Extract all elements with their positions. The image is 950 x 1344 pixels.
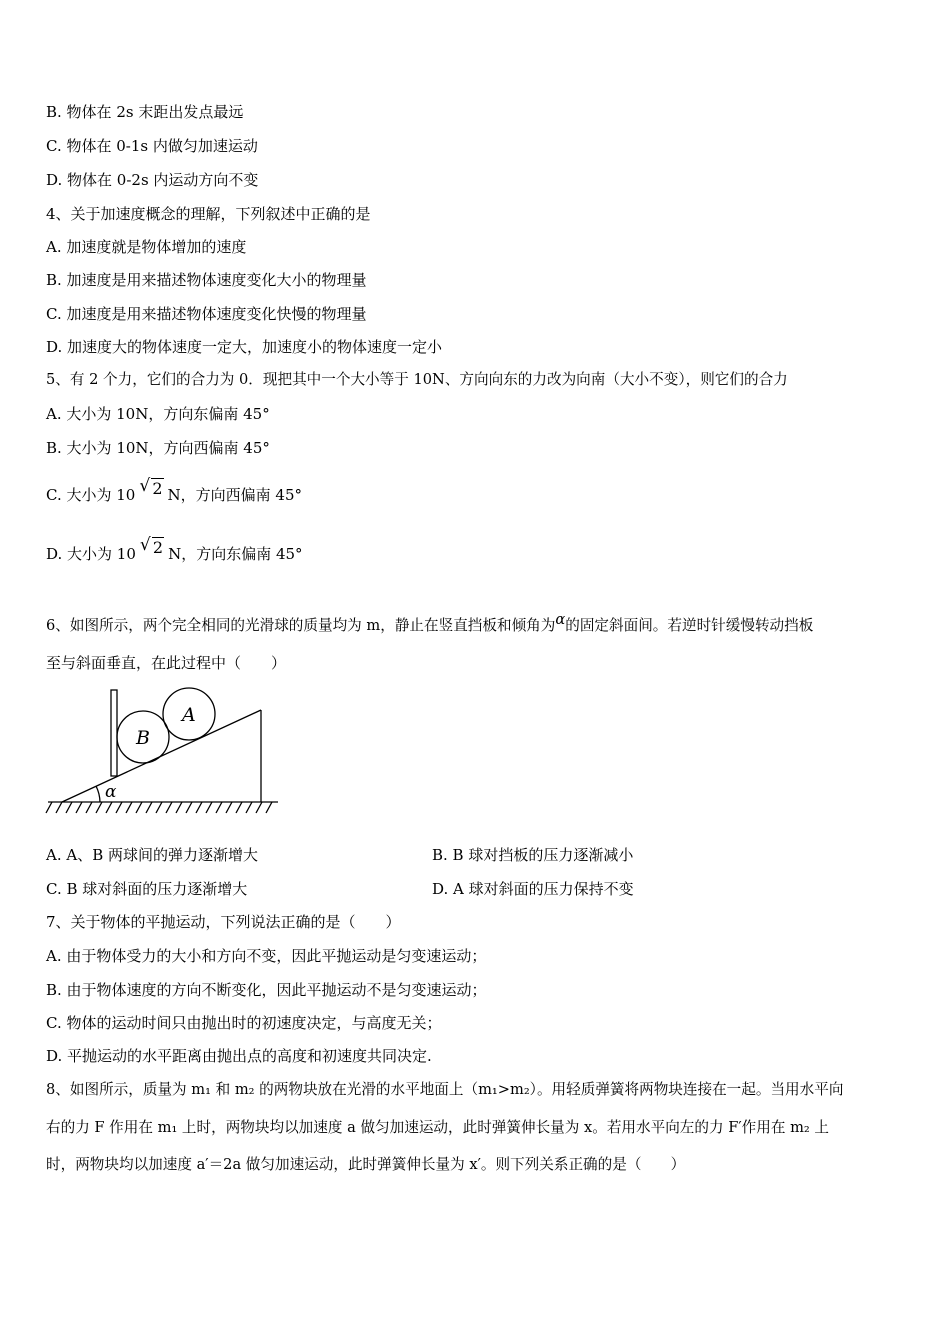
q5-stem: 5、有 2 个力，它们的合力为 0．现把其中一个大小等于 10N、方向向东的力改为向南（大小不变），则它们的合力: [46, 371, 788, 388]
q4-option-b: B. 加速度是用来描述物体速度变化大小的物理量: [46, 271, 367, 289]
ground-hatching: [46, 802, 272, 813]
q5-option-d: [46, 535, 303, 564]
q5-option-c-radicand: 2: [152, 479, 163, 498]
q3-option-b: B. 物体在 2s 末距出发点最远: [46, 103, 244, 121]
q5-option-c-suffix: N，方向西偏南 45°: [167, 486, 303, 504]
q5-option-c-prefix: C. 大小为 10: [46, 486, 136, 504]
angle-label: α: [105, 782, 117, 802]
sqrt-symbol: √ 2: [139, 476, 163, 498]
q6-option-c: C. B 球对斜面的压力逐渐增大: [46, 880, 248, 898]
q6-option-b: B. B 球对挡板的压力逐渐减小: [432, 846, 634, 864]
vertical-baffle: [111, 690, 117, 776]
q5-option-d-radicand: 2: [152, 538, 164, 557]
q7-option-d: D. 平抛运动的水平距离由抛出点的高度和初速度共同决定.: [46, 1047, 432, 1065]
q7-option-b: B. 由于物体速度的方向不断变化，因此平抛运动不是匀变速运动；: [46, 981, 487, 999]
q3-option-d: D. 物体在 0-2s 内运动方向不变: [46, 171, 259, 189]
q4-option-c: C. 加速度是用来描述物体速度变化快慢的物理量: [46, 305, 367, 323]
ball-b-label: B: [136, 727, 150, 749]
q6-stem-part-2: 的固定斜面间。若逆时针缓慢转动挡板: [565, 617, 814, 634]
q8-line-2: 右的力 F 作用在 m₁ 上时，两物块均以加速度 a 做匀加速运动，此时弹簧伸长量为 x。若用水平向左的力 F′作用在 m₂ 上: [46, 1119, 829, 1136]
q7-option-c: C. 物体的运动时间只由抛出时的初速度决定，与高度无关；: [46, 1014, 442, 1032]
q5-option-b: B. 大小为 10N，方向西偏南 45°: [46, 439, 270, 457]
q6-option-d: D. A 球对斜面的压力保持不变: [432, 880, 634, 898]
q4-option-d: D. 加速度大的物体速度一定大，加速度小的物体速度一定小: [46, 338, 443, 356]
q6-stem-part-1: 6、如图所示，两个完全相同的光滑球的质量均为 m，静止在竖直挡板和倾角为: [46, 617, 556, 634]
q7-stem: 7、关于物体的平抛运动，下列说法正确的是（ ）: [46, 913, 401, 931]
angle-arc: [96, 786, 100, 802]
q6-stem-line-1: [46, 611, 814, 636]
q5-option-d-prefix: D. 大小为 10: [46, 545, 136, 563]
q5-option-c: [46, 476, 303, 505]
q8-line-3: 时，两物块均以加速度 a′＝2a 做匀加速运动，此时弹簧伸长量为 x′。则下列关系正确的是（ ）: [46, 1156, 686, 1173]
q4-stem: 4、关于加速度概念的理解，下列叙述中正确的是: [46, 205, 371, 223]
q8-line-1: 8、如图所示，质量为 m₁ 和 m₂ 的两物块放在光滑的水平地面上（m₁>m₂）。用轻质弹簧将两物块连接在一起。当用水平向: [46, 1081, 844, 1098]
q3-option-c: C. 物体在 0-1s 内做匀加速运动: [46, 137, 258, 155]
q6-option-a: A. A、B 两球间的弹力逐渐增大: [46, 846, 258, 864]
sqrt-symbol: √ 2: [139, 535, 164, 557]
q5-option-a: A. 大小为 10N，方向东偏南 45°: [46, 405, 270, 423]
q6-figure: [40, 682, 290, 822]
alpha-symbol: α: [555, 611, 566, 628]
q7-option-a: A. 由于物体受力的大小和方向不变，因此平抛运动是匀变速运动；: [46, 947, 487, 965]
ball-a-label: A: [182, 704, 196, 726]
q5-option-d-suffix: N，方向东偏南 45°: [168, 545, 303, 563]
q6-stem-line-2: 至与斜面垂直，在此过程中（ ）: [46, 654, 287, 672]
q4-option-a: A. 加速度就是物体增加的速度: [46, 238, 247, 256]
